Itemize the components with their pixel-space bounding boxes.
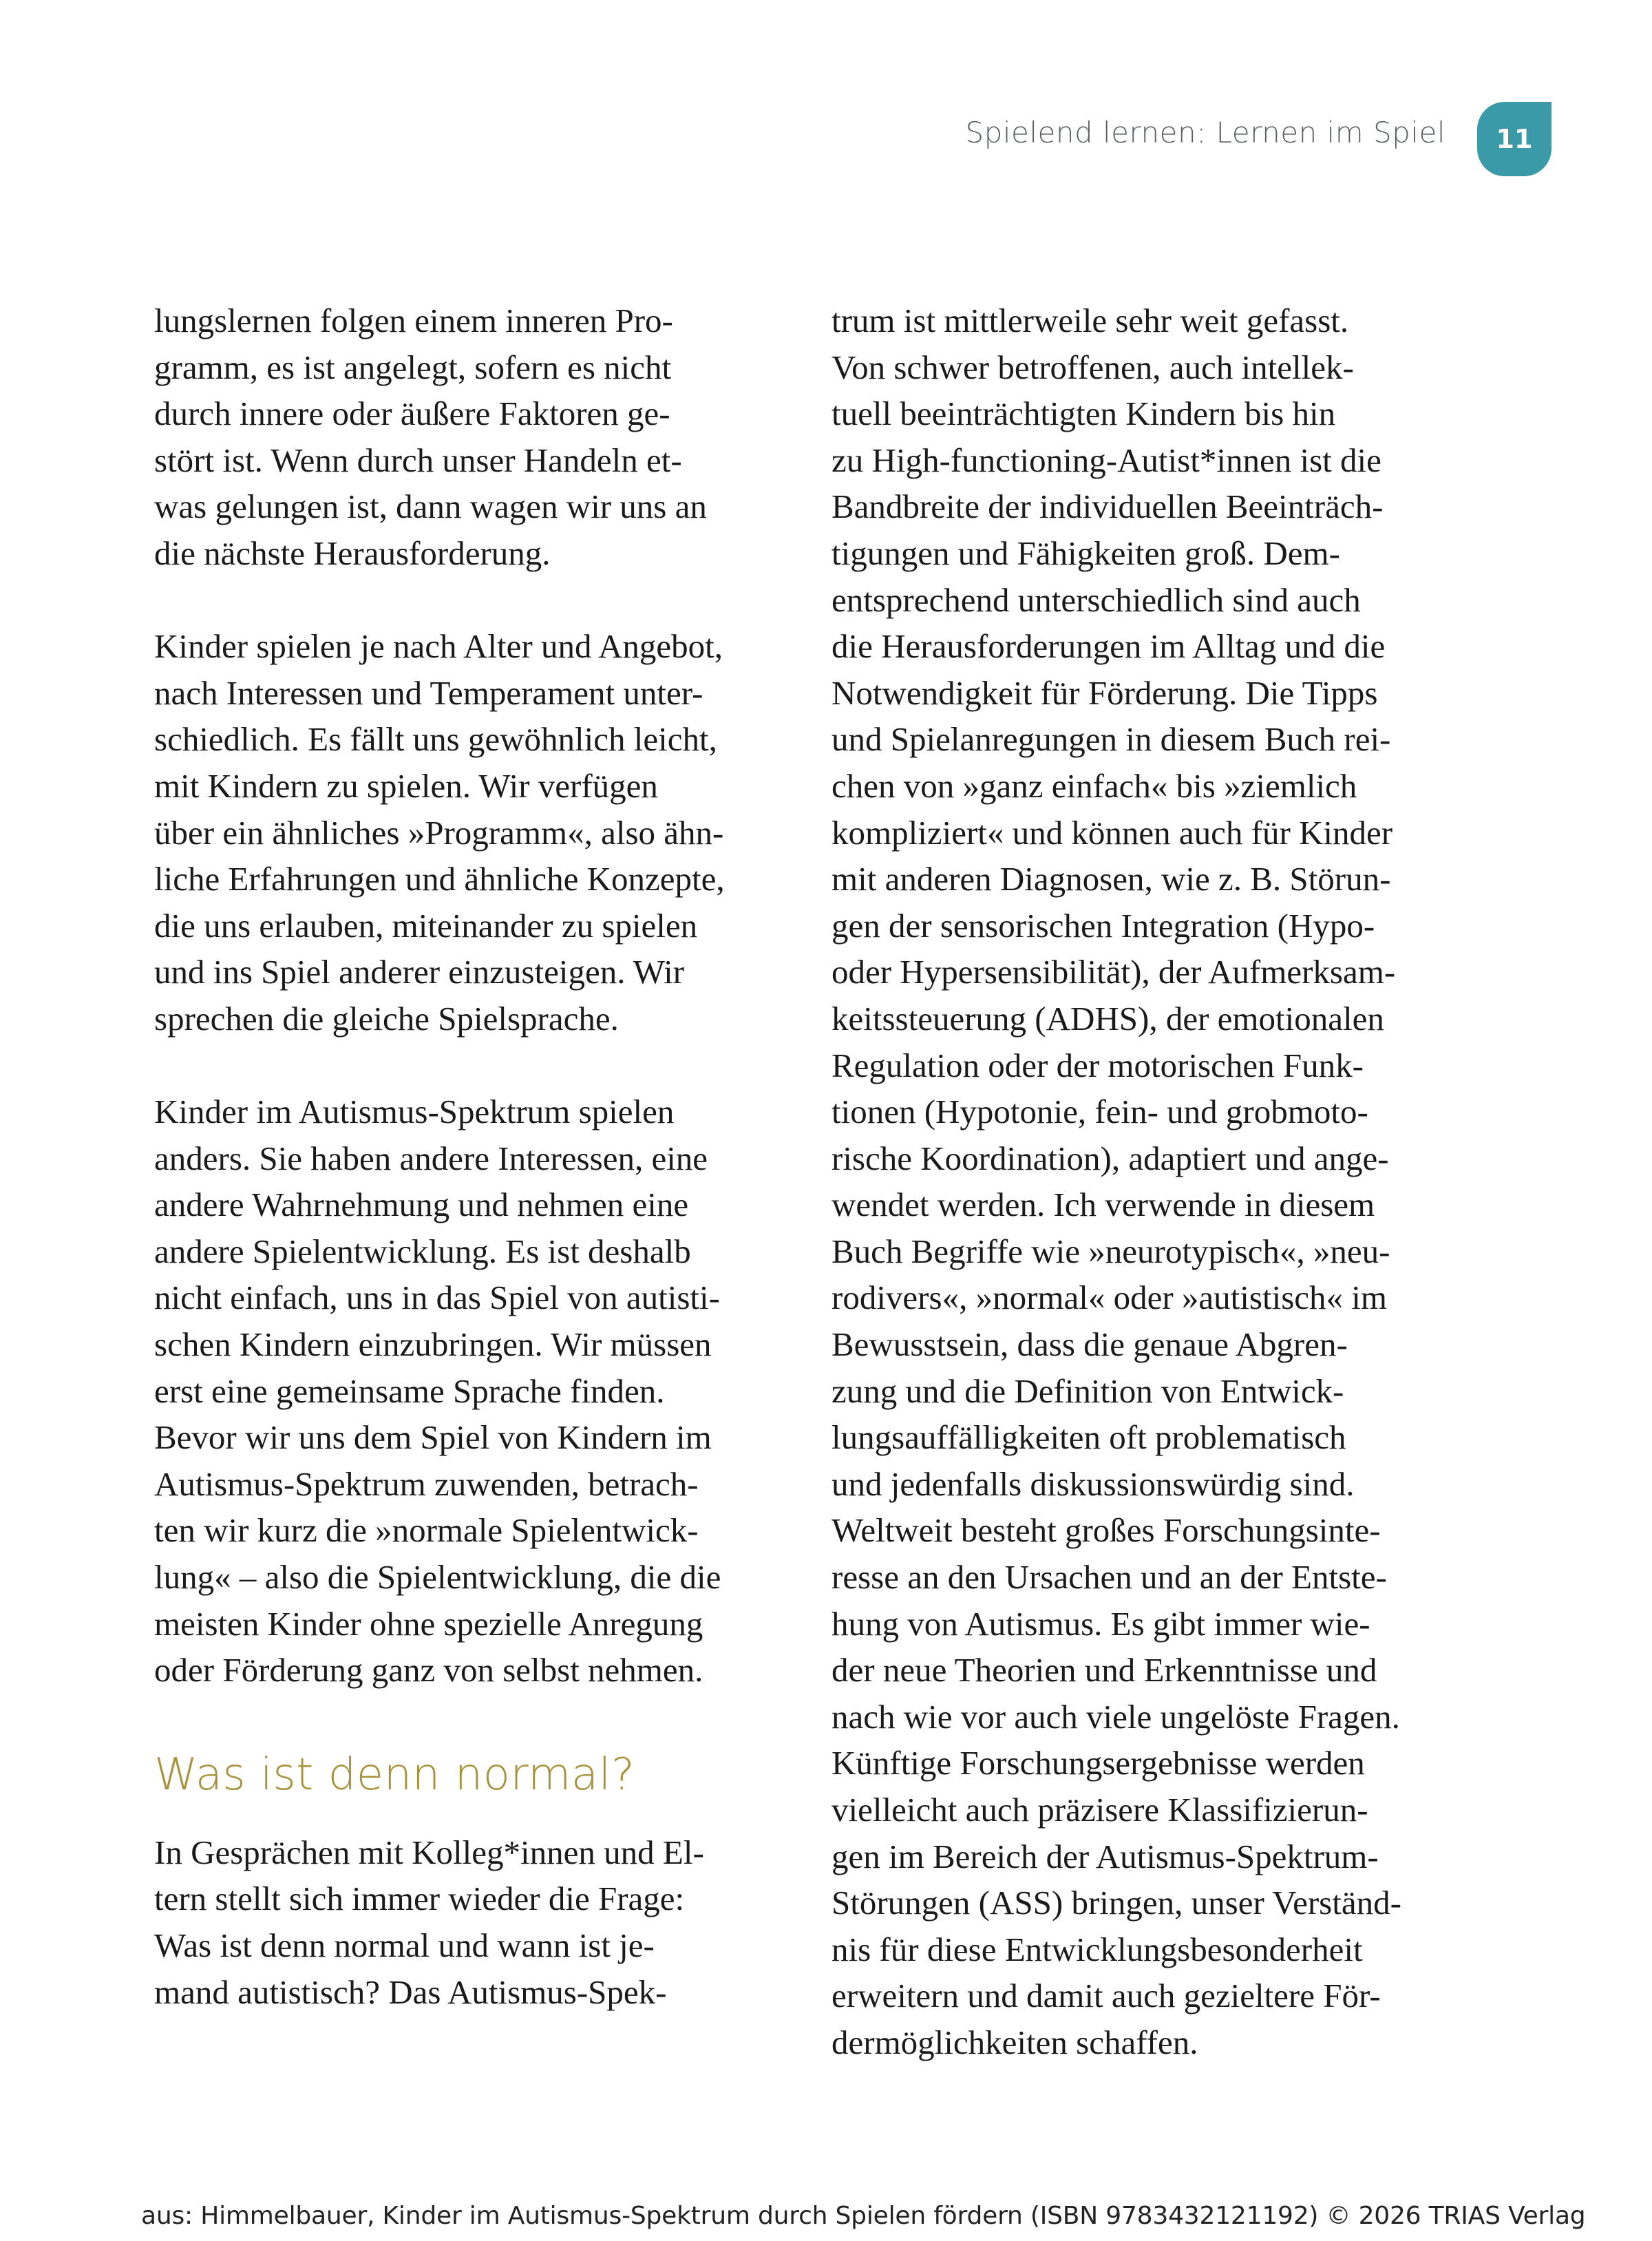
page-number-badge bbox=[1477, 102, 1552, 176]
text-line: schiedlich. Es fällt uns gewöhnlich leicht, bbox=[154, 720, 717, 759]
text-line: wendet werden. Ich verwende in diesem bbox=[832, 1186, 1375, 1224]
text-line: über ein ähnliches »Programm«, also ähn- bbox=[154, 813, 724, 852]
text-line: rische Koordination), adaptiert und ange- bbox=[832, 1139, 1389, 1177]
text-line: und ins Spiel anderer einzusteigen. Wir bbox=[154, 953, 685, 991]
text-line: Kinder spielen je nach Alter und Angebot, bbox=[154, 627, 723, 666]
text-line: entsprechend unterschiedlich sind auch bbox=[832, 580, 1361, 619]
text-line: tionen (Hypotonie, fein- und grobmoto- bbox=[832, 1093, 1368, 1131]
text-line: andere Wahrnehmung und nehmen eine bbox=[154, 1186, 689, 1224]
text-line: trum ist mittlerweile sehr weit gefasst. bbox=[832, 302, 1349, 339]
text-line: und Spielanregungen in diesem Buch rei- bbox=[832, 720, 1391, 759]
text-line: nach wie vor auch viele ungelöste Fragen. bbox=[832, 1697, 1400, 1736]
text-line: lungslernen folgen einem inneren Pro- bbox=[154, 302, 673, 339]
text-line: die Herausforderungen im Alltag und die bbox=[832, 627, 1386, 666]
paragraph bbox=[832, 297, 1465, 2066]
text-line: Bandbreite der individuellen Beeinträch- bbox=[832, 487, 1384, 526]
text-line: nicht einfach, uns in das Spiel von autisti- bbox=[154, 1279, 720, 1317]
text-line: hung von Autismus. Es gibt immer wie- bbox=[832, 1604, 1370, 1643]
paragraph bbox=[154, 1088, 787, 1694]
section-heading: Was ist denn normal? bbox=[154, 1749, 635, 1800]
text-line: Kinder im Autismus-Spektrum spielen bbox=[154, 1093, 675, 1131]
text-line: In Gesprächen mit Kolleg*innen und El- bbox=[154, 1833, 704, 1871]
text-line: erst eine gemeinsame Sprache finden. bbox=[154, 1371, 665, 1410]
text-line: der neue Theorien und Erkenntnisse und bbox=[832, 1651, 1377, 1690]
text-line: keitssteuerung (ADHS), der emotionalen bbox=[832, 999, 1384, 1038]
text-line: kompliziert« und können auch für Kinder bbox=[832, 813, 1393, 852]
page-number: 11 bbox=[1496, 124, 1533, 154]
text-line: liche Erfahrungen und ähnliche Konzepte, bbox=[154, 860, 725, 898]
text-line: zu High-functioning-Autist*innen ist die bbox=[832, 441, 1381, 479]
text-line: rodivers«, »normal« oder »autistisch« im bbox=[832, 1279, 1387, 1317]
text-line: dermöglichkeiten schaffen. bbox=[832, 2023, 1198, 2061]
text-line: oder Hypersensibilität), der Aufmerksam- bbox=[832, 953, 1396, 991]
text-line: nis für diese Entwicklungsbesonderheit bbox=[832, 1930, 1363, 1968]
text-line: vielleicht auch präzisere Klassifizierun- bbox=[832, 1791, 1368, 1829]
paragraph bbox=[154, 1829, 787, 2015]
text-line: tern stellt sich immer wieder die Frage: bbox=[154, 1880, 685, 1918]
left-column bbox=[154, 297, 787, 2015]
text-line: Störungen (ASS) bringen, unser Verständ- bbox=[832, 1884, 1401, 1922]
text-line: oder Förderung ganz von selbst nehmen. bbox=[154, 1651, 703, 1690]
text-line: andere Spielentwicklung. Es ist deshalb bbox=[154, 1232, 691, 1270]
text-line: resse an den Ursachen und an der Entste- bbox=[832, 1558, 1387, 1597]
text-line: gen der sensorischen Integration (Hypo- bbox=[832, 906, 1375, 945]
text-line: chen von »ganz einfach« bis »ziemlich bbox=[832, 766, 1357, 805]
text-line: nach Interessen und Temperament unter- bbox=[154, 673, 703, 712]
text-line: was gelungen ist, dann wagen wir uns an bbox=[154, 487, 707, 526]
text-line: tigungen und Fähigkeiten groß. Dem- bbox=[832, 534, 1340, 572]
text-line: ten wir kurz die »normale Spielentwick- bbox=[154, 1511, 699, 1550]
text-line: durch innere oder äußere Faktoren ge- bbox=[154, 394, 670, 433]
text-line: Regulation oder der motorischen Funk- bbox=[832, 1046, 1364, 1084]
text-line: Was ist denn normal und wann ist je- bbox=[154, 1926, 655, 1964]
text-line: gramm, es ist angelegt, sofern es nicht bbox=[154, 348, 672, 386]
text-line: Bevor wir uns dem Spiel von Kindern im bbox=[154, 1418, 712, 1457]
text-line: mit Kindern zu spielen. Wir verfügen bbox=[154, 766, 658, 805]
text-line: Künftige Forschungsergebnisse werden bbox=[832, 1744, 1365, 1782]
text-line: anders. Sie haben andere Interessen, eine bbox=[154, 1139, 708, 1177]
text-line: Buch Begriffe wie »neurotypisch«, »neu- bbox=[832, 1232, 1390, 1270]
text-line: Autismus-Spektrum zuwenden, betrach- bbox=[154, 1464, 699, 1503]
paragraph bbox=[154, 623, 787, 1042]
text-line: tuell beeinträchtigten Kindern bis hin bbox=[832, 394, 1336, 433]
text-line: Notwendigkeit für Förderung. Die Tipps bbox=[832, 673, 1378, 712]
text-line: die nächste Herausforderung. bbox=[154, 534, 551, 572]
citation-footer: aus: Himmelbauer, Kinder im Autismus-Spektrum durch Spielen fördern (ISBN 9783432121192) © 2026 TRIAS Verlag bbox=[141, 2202, 1586, 2230]
running-title: Spielend lernen: Lernen im Spiel bbox=[965, 116, 1446, 149]
text-line: und jedenfalls diskussionswürdig sind. bbox=[832, 1464, 1355, 1503]
text-line: Von schwer betroffenen, auch intellek- bbox=[832, 348, 1354, 386]
text-line: mand autistisch? Das Autismus-Spek- bbox=[154, 1972, 667, 2011]
text-line: stört ist. Wenn durch unser Handeln et- bbox=[154, 441, 682, 479]
text-line: lung« – also die Spielentwicklung, die die bbox=[154, 1558, 721, 1597]
right-column bbox=[832, 297, 1465, 2066]
text-line: mit anderen Diagnosen, wie z. B. Störun- bbox=[832, 860, 1391, 898]
text-line: Bewusstsein, dass die genaue Abgren- bbox=[832, 1325, 1348, 1364]
paragraph bbox=[154, 297, 787, 577]
text-line: schen Kindern einzubringen. Wir müssen bbox=[154, 1325, 712, 1364]
text-line: lungsauffälligkeiten oft problematisch bbox=[832, 1418, 1346, 1457]
text-line: erweitern und damit auch gezieltere För- bbox=[832, 1977, 1381, 2015]
text-line: Weltweit besteht großes Forschungsinte- bbox=[832, 1511, 1381, 1550]
text-line: die uns erlauben, miteinander zu spielen bbox=[154, 906, 698, 945]
text-line: gen im Bereich der Autismus-Spektrum- bbox=[832, 1837, 1379, 1875]
text-line: meisten Kinder ohne spezielle Anregung bbox=[154, 1604, 703, 1643]
text-line: zung und die Definition von Entwick- bbox=[832, 1371, 1344, 1410]
text-line: sprechen die gleiche Spielsprache. bbox=[154, 999, 619, 1038]
